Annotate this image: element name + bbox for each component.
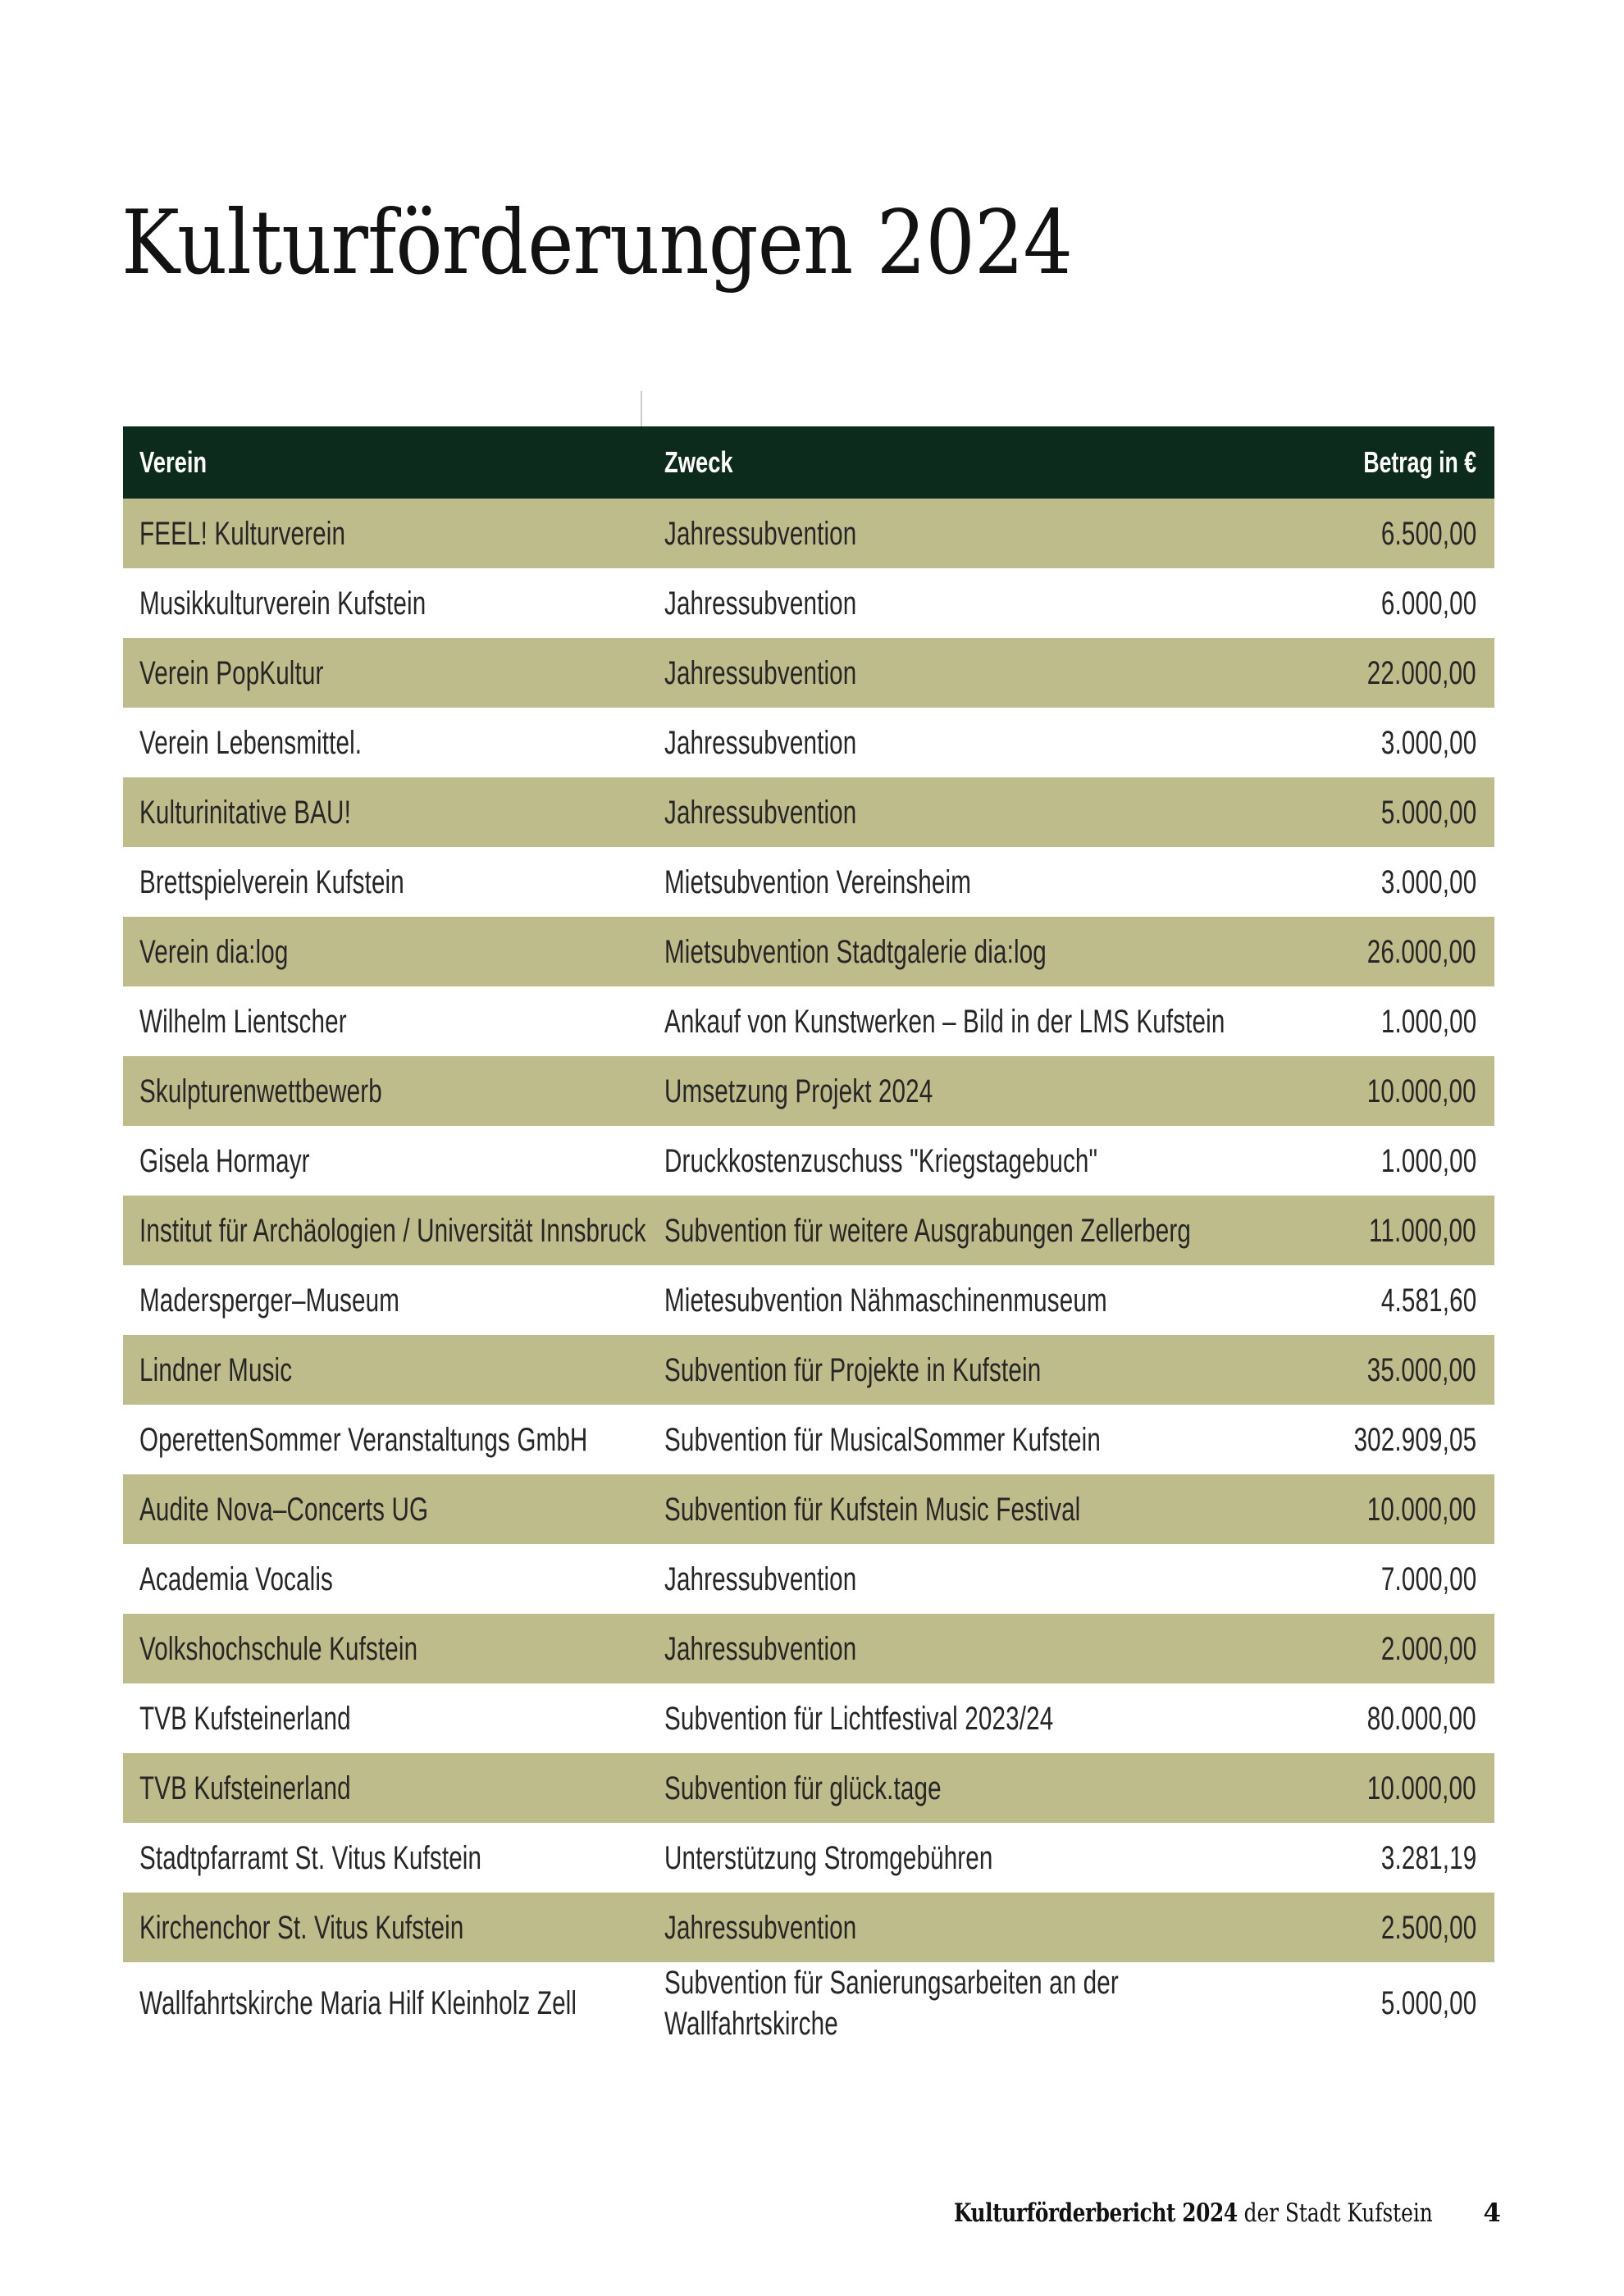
betrag-text: 3.000,00 — [1380, 863, 1476, 900]
zweck-text: Subvention für Sanierungsarbeiten an der Wallfahrtskirche — [664, 1965, 1119, 2042]
zweck-text: Subvention für weitere Ausgrabungen Zellerberg — [664, 1212, 1191, 1249]
zweck-text: Mietsubvention Stadtgalerie dia:log — [664, 933, 1047, 970]
verein-cell — [123, 1126, 664, 1196]
verein-cell — [123, 1474, 664, 1544]
footer-report-title-rest: der Stadt Kufstein — [1237, 2198, 1433, 2228]
betrag-text: 11.000,00 — [1369, 1212, 1476, 1249]
zweck-cell — [664, 1753, 1207, 1823]
betrag-text: 7.000,00 — [1380, 1560, 1476, 1597]
betrag-text: 2.500,00 — [1380, 1909, 1476, 1946]
zweck-cell — [664, 1614, 1207, 1683]
table-row — [123, 847, 1494, 917]
betrag-text: 6.500,00 — [1380, 515, 1476, 552]
zweck-text: Jahressubvention — [664, 654, 857, 691]
betrag-text: 4.581,60 — [1380, 1282, 1476, 1319]
table-row — [123, 1405, 1494, 1474]
betrag-text: 35.000,00 — [1366, 1351, 1476, 1388]
zweck-cell — [664, 1056, 1207, 1126]
verein-cell — [123, 568, 664, 638]
zweck-cell — [664, 568, 1207, 638]
betrag-text: 1.000,00 — [1380, 1142, 1476, 1179]
verein-cell — [123, 1405, 664, 1474]
table-row — [123, 1126, 1494, 1196]
zweck-text: Jahressubvention — [664, 794, 857, 831]
zweck-text: Unterstützung Stromgebühren — [664, 1839, 993, 1876]
verein-cell — [123, 1056, 664, 1126]
zweck-cell — [664, 1196, 1207, 1265]
column-header-label: Betrag in € — [1363, 445, 1476, 479]
table-row — [123, 917, 1494, 986]
verein-text: Audite Nova–Concerts UG — [139, 1491, 429, 1528]
column-header-betrag-in — [1207, 426, 1494, 499]
betrag-text: 302.909,05 — [1353, 1421, 1476, 1458]
verein-text: TVB Kufsteinerland — [139, 1700, 351, 1737]
verein-text: Kulturinitative BAU! — [139, 794, 351, 831]
zweck-text: Subvention für glück.tage — [664, 1770, 942, 1806]
verein-cell — [123, 499, 664, 568]
verein-text: Brettspielverein Kufstein — [139, 863, 404, 900]
betrag-text: 5.000,00 — [1380, 1985, 1476, 2021]
betrag-text: 80.000,00 — [1366, 1700, 1476, 1737]
zweck-text: Umsetzung Projekt 2024 — [664, 1073, 933, 1109]
zweck-text: Subvention für MusicalSommer Kufstein — [664, 1421, 1101, 1458]
verein-text: Institut für Archäologien / Universität Innsbruck — [139, 1212, 646, 1249]
zweck-text: Druckkostenzuschuss "Kriegstagebuch" — [664, 1142, 1098, 1179]
table-row — [123, 568, 1494, 638]
verein-cell — [123, 1823, 664, 1893]
table-row — [123, 1823, 1494, 1893]
table-row — [123, 1683, 1494, 1753]
verein-text: Madersperger–Museum — [139, 1282, 400, 1319]
verein-cell — [123, 1753, 664, 1823]
verein-cell — [123, 986, 664, 1056]
verein-text: Verein PopKultur — [139, 654, 324, 691]
verein-text: Lindner Music — [139, 1351, 293, 1388]
zweck-cell — [664, 708, 1207, 777]
betrag-text: 3.281,19 — [1380, 1839, 1476, 1876]
verein-text: Skulpturenwettbewerb — [139, 1073, 382, 1109]
verein-cell — [123, 1544, 664, 1614]
table-row — [123, 1335, 1494, 1405]
zweck-cell — [664, 1126, 1207, 1196]
zweck-text: Jahressubvention — [664, 515, 857, 552]
zweck-text: Jahressubvention — [664, 585, 857, 622]
zweck-cell — [664, 1474, 1207, 1544]
verein-cell — [123, 1196, 664, 1265]
betrag-text: 22.000,00 — [1366, 654, 1476, 691]
zweck-cell — [664, 1823, 1207, 1893]
table-row — [123, 1056, 1494, 1126]
table-row — [123, 638, 1494, 708]
zweck-cell — [664, 917, 1207, 986]
column-header-verein — [123, 426, 664, 499]
zweck-cell — [664, 1335, 1207, 1405]
table-row — [123, 1893, 1494, 1962]
verein-text: Stadtpfarramt St. Vitus Kufstein — [139, 1839, 482, 1876]
table-row — [123, 499, 1494, 568]
betrag-text: 10.000,00 — [1366, 1073, 1476, 1109]
verein-cell — [123, 1614, 664, 1683]
verein-cell — [123, 1335, 664, 1405]
zweck-text: Jahressubvention — [664, 724, 857, 761]
table-row — [123, 1614, 1494, 1683]
zweck-text: Subvention für Kufstein Music Festival — [664, 1491, 1081, 1528]
zweck-text: Ankauf von Kunstwerken – Bild in der LMS Kufstein — [664, 1003, 1225, 1040]
verein-cell — [123, 638, 664, 708]
table-row — [123, 986, 1494, 1056]
verein-text: Gisela Hormayr — [139, 1142, 310, 1179]
zweck-cell — [664, 1683, 1207, 1753]
betrag-text: 1.000,00 — [1380, 1003, 1476, 1040]
zweck-cell — [664, 1265, 1207, 1335]
verein-text: Musikkulturverein Kufstein — [139, 585, 427, 622]
zweck-cell — [664, 1962, 1207, 2044]
zweck-cell — [664, 638, 1207, 708]
verein-text: OperettenSommer Veranstaltungs GmbH — [139, 1421, 588, 1458]
table-row — [123, 1753, 1494, 1823]
table-body — [123, 499, 1494, 2044]
verein-text: Wallfahrtskirche Maria Hilf Kleinholz Zell — [139, 1985, 577, 2021]
verein-text: Kirchenchor St. Vitus Kufstein — [139, 1909, 464, 1946]
table-row — [123, 708, 1494, 777]
betrag-text: 3.000,00 — [1380, 724, 1476, 761]
zweck-cell — [664, 986, 1225, 1056]
verein-cell — [123, 847, 664, 917]
zweck-text: Mietesubvention Nähmaschinenmuseum — [664, 1282, 1107, 1319]
zweck-cell — [664, 499, 1207, 568]
table-row — [123, 1196, 1494, 1265]
table-row — [123, 1962, 1494, 2044]
verein-cell — [123, 1962, 664, 2044]
verein-cell — [123, 1265, 664, 1335]
zweck-cell — [664, 777, 1207, 847]
betrag-text: 5.000,00 — [1380, 794, 1476, 831]
verein-text: Volkshochschule Kufstein — [139, 1630, 418, 1667]
verein-cell — [123, 1893, 664, 1962]
zweck-text: Mietsubvention Vereinsheim — [664, 863, 972, 900]
zweck-cell — [664, 1893, 1207, 1962]
table-row — [123, 777, 1494, 847]
verein-text: TVB Kufsteinerland — [139, 1770, 351, 1806]
verein-text: Academia Vocalis — [139, 1560, 334, 1597]
zweck-cell — [664, 1405, 1207, 1474]
page-title-text: Kulturförderungen 2024 — [121, 192, 1073, 294]
betrag-text: 6.000,00 — [1380, 585, 1476, 622]
zweck-cell — [664, 847, 1207, 917]
verein-text: Verein Lebensmittel. — [139, 724, 363, 761]
funding-table — [123, 426, 1494, 2044]
betrag-text: 2.000,00 — [1380, 1630, 1476, 1667]
table-header-row — [123, 426, 1494, 499]
table-row — [123, 1474, 1494, 1544]
betrag-text: 26.000,00 — [1366, 933, 1476, 970]
verein-cell — [123, 708, 664, 777]
column-divider-tick — [641, 391, 642, 426]
footer-report-title — [834, 2198, 1433, 2229]
zweck-text: Jahressubvention — [664, 1909, 857, 1946]
verein-cell — [123, 917, 664, 986]
verein-text: FEEL! Kulturverein — [139, 515, 346, 552]
table-row — [123, 1544, 1494, 1614]
verein-cell — [123, 777, 664, 847]
column-header-zweck — [664, 426, 1207, 499]
footer-report-title-bold: Kulturförderbericht 2024 — [954, 2198, 1238, 2228]
verein-cell — [123, 1683, 664, 1753]
page-number: 4 — [1483, 2198, 1501, 2228]
page-title — [121, 192, 1202, 294]
table-row — [123, 1265, 1494, 1335]
verein-text: Verein dia:log — [139, 933, 289, 970]
zweck-cell — [664, 1544, 1207, 1614]
betrag-text: 10.000,00 — [1366, 1770, 1476, 1806]
column-header-label: Zweck — [664, 445, 733, 479]
zweck-text: Jahressubvention — [664, 1630, 857, 1667]
zweck-text: Subvention für Lichtfestival 2023/24 — [664, 1700, 1054, 1737]
column-header-label: Verein — [139, 445, 208, 479]
betrag-text: 10.000,00 — [1366, 1491, 1476, 1528]
zweck-text: Subvention für Projekte in Kufstein — [664, 1351, 1042, 1388]
verein-text: Wilhelm Lientscher — [139, 1003, 347, 1040]
zweck-text: Jahressubvention — [664, 1560, 857, 1597]
